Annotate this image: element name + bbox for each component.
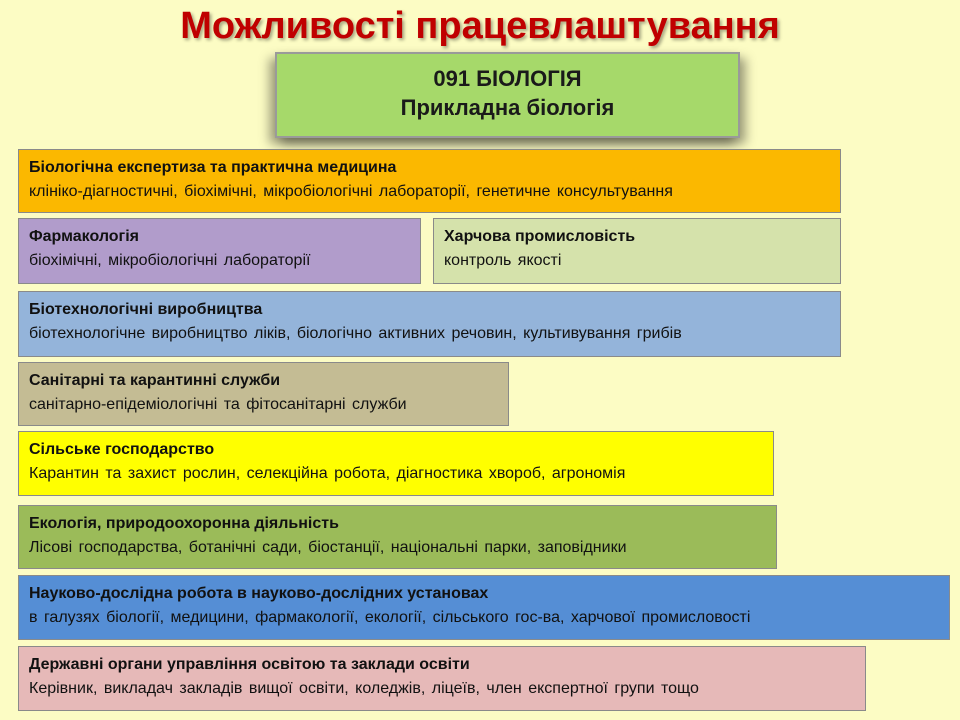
area-description: біохімічні, мікробіологічні лабораторії (29, 252, 311, 269)
area-box-pharmacology (18, 218, 421, 284)
area-heading: Харчова промисловість (444, 228, 636, 245)
area-heading: Державні органи управління освітою та заклади освіти (29, 656, 470, 673)
area-heading: Екологія, природоохоронна діяльність (29, 515, 339, 532)
area-description: клініко-діагностичні, біохімічні, мікробіологічні лабораторії, генетичне консультування (29, 183, 673, 200)
area-description: Лісові господарства, ботанічні сади, біостанції, національні парки, заповідники (29, 539, 627, 556)
area-box-biotechnology (18, 291, 841, 357)
area-box-sanitary-services (18, 362, 509, 426)
area-heading: Біотехнологічні виробництва (29, 301, 263, 318)
area-heading: Фармакологія (29, 228, 139, 245)
area-description: контроль якості (444, 252, 562, 269)
area-box-research (18, 575, 950, 640)
area-heading: Санітарні та карантинні служби (29, 372, 281, 389)
area-box-education (18, 646, 866, 711)
area-heading: Біологічна експертиза та практична медицина (29, 159, 397, 176)
area-description: санітарно-епідеміологічні та фітосанітарні служби (29, 396, 407, 413)
area-description: біотехнологічне виробництво ліків, біологічно активних речовин, культивування грибів (29, 325, 682, 342)
specialty-code: 091 БІОЛОГІЯ (433, 66, 582, 91)
area-description: Карантин та захист рослин, селекційна робота, діагностика хвороб, агрономія (29, 465, 626, 482)
area-box-agriculture (18, 431, 774, 496)
area-box-bio-expertise (18, 149, 841, 213)
page-title: Можливості працевлаштування (180, 5, 780, 47)
area-description: в галузях біології, медицини, фармакології, екології, сільського гос-ва, харчової промисловості (29, 609, 751, 626)
specialty-program: Прикладна біологія (400, 95, 615, 120)
area-heading: Науково-дослідна робота в науково-дослідних установах (29, 585, 489, 602)
specialty-box (275, 52, 740, 138)
area-box-food-industry (433, 218, 841, 284)
area-heading: Сільське господарство (29, 441, 215, 458)
area-description: Керівник, викладач закладів вищої освіти, коледжів, ліцеїв, член експертної групи тощо (29, 680, 699, 697)
area-box-ecology (18, 505, 777, 569)
